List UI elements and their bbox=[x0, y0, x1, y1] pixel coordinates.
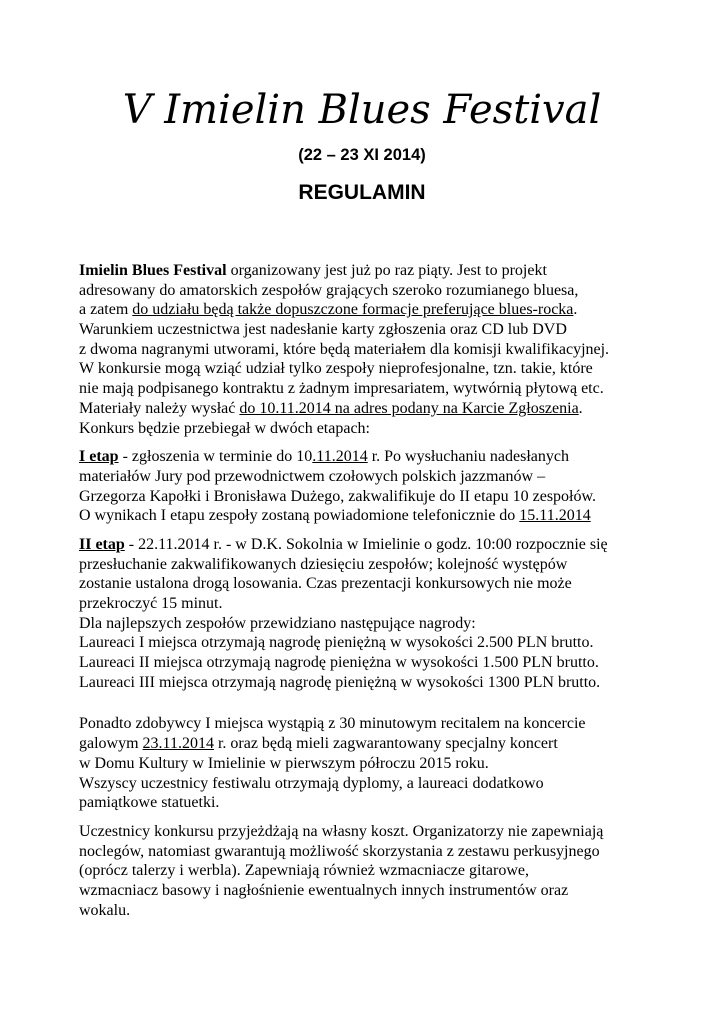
stage-one-paragraph: I etap - zgłoszenia w terminie do 10.11.2014 r. Po wysłuchaniu nadesłanych materiałów Jury pod przewodnictwem czołowych polskich jazzmanów – Grzegorza Kapołki i Bronisława Dużego, zakwalifikuje do II etapu 10 zespołów. O wynikach I etapu zespoły zostaną powiadomione telefonicznie do 15.11.2014 bbox=[79, 448, 597, 525]
stage-one-label: I etap bbox=[79, 448, 119, 466]
results-date: 15.11.2014 bbox=[519, 507, 591, 525]
gala-paragraph: Ponadto zdobywcy I miejsca wystąpią z 30 minutowym recitalem na koncercie galowym 23.11.2014 r. oraz będą mieli zagwarantowany specjalny koncert w Domu Kultury w Imielinie w pierwszym półroczu 2015 roku. Wszyscy uczestnicy festiwalu otrzymają dyplomy, a laureaci dodatkowo pamiątkowe statuetki. bbox=[79, 715, 586, 812]
first-prize: Laureaci I miejsca otrzymają nagrodę pieniężną w wysokości 2.500 PLN brutto. bbox=[79, 634, 594, 652]
submission-deadline: do 10.11.2014 na adres podany na Karcie Zgłoszenia bbox=[239, 399, 579, 417]
stage-two-paragraph: II etap - 22.11.2014 r. - w D.K. Sokolnia w Imielinie o godz. 10:00 rozpocznie się przesłuchanie zakwalifikowanych dziesięciu zespołów; kolejność występów zostanie ustalona drogą losowania. Czas prezentacji konkursowych nie może przekroczyć 15 minut. Dla najlepszych zespołów przewidziano następujące nagrody: Laureaci I miejsca otrzymają nagrodę pieniężną w wysokości 2.500 PLN brutto. Laureaci II miejsca otrzymają nagrodę pieniężna w wysokości 1.500 PLN brutto. Laureaci III miejsca otrzymają nagrodę pieniężną w wysokości 1300 PLN brutto. bbox=[79, 535, 649, 693]
blues-rock-note: do udziału będą także dopuszczone formacje preferujące blues-rocka bbox=[132, 301, 574, 319]
intro-paragraph: Imielin Blues Festival organizowany jest już po raz piąty. Jest to projekt adresowany do amatorskich zespołów grających szeroko rozumianego bluesa, a zatem do udziału będą także dopuszczone formacje preferujące blues-rocka. Warunkiem uczestnictwa jest nadesłanie karty zgłoszenia oraz CD lub DVD z dwoma nagranymi utworami, które będą materiałem dla komisji kwalifikacyjnej. W konkursie mogą wziąć udział tylko zespoły nieprofesjonalne, tzn. takie, które nie mają podpisanego kontraktu z żadnym impresariatem, wytwórnią płytową etc. Materiały należy wysłać do 10.11.2014 na adres podany na Karcie Zgłoszenia. Konkurs będzie przebiegał w dwóch etapach: bbox=[79, 262, 610, 437]
stage-two-label: II etap bbox=[79, 535, 125, 553]
document-title: V Imielin Blues Festival bbox=[122, 87, 602, 133]
gala-date: 23.11.2014 bbox=[142, 735, 214, 753]
festival-name: Imielin Blues Festival bbox=[79, 262, 227, 279]
third-prize: Laureaci III miejsca otrzymają nagrodę pieniężną w wysokości 1300 PLN brutto. bbox=[79, 673, 601, 691]
festival-dates: (22 – 23 XI 2014) bbox=[298, 146, 426, 164]
document-body bbox=[79, 261, 649, 920]
regulations-heading: REGULAMIN bbox=[298, 181, 426, 204]
second-prize: Laureaci II miejsca otrzymają nagrodę pieniężna w wysokości 1.500 PLN brutto. bbox=[79, 654, 599, 672]
logistics-paragraph: Uczestnicy konkursu przyjeżdżają na własny koszt. Organizatorzy nie zapewniają noclegów, natomiast gwarantują możliwość skorzystania z zestawu perkusyjnego (oprócz talerzy i werbla). Zapewniają również wzmacniacze gitarowe, wzmacniacz basowy i nagłośnienie ewentualnych innych instrumentów oraz wokalu. bbox=[79, 822, 604, 919]
